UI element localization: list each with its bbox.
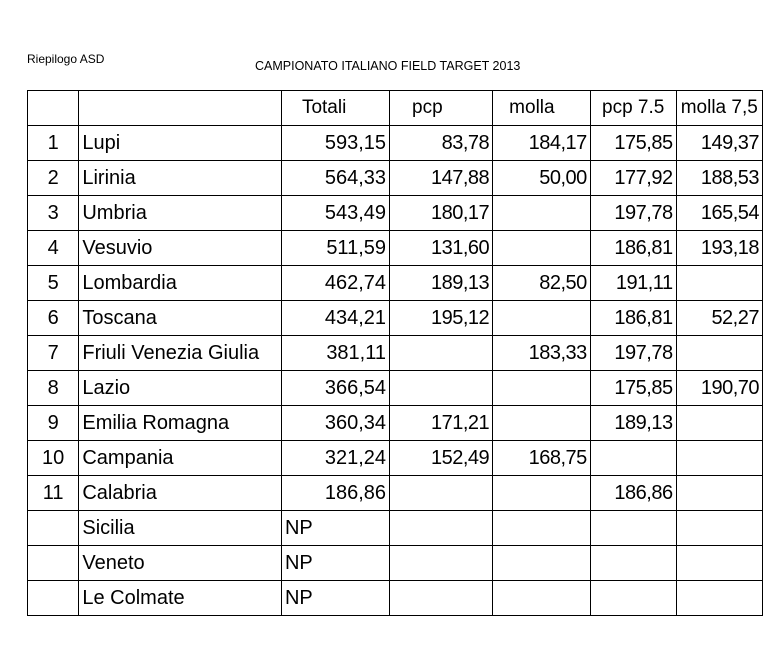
cell-pcp-7-5: 175,85 xyxy=(590,371,676,406)
cell-total: 186,86 xyxy=(281,476,389,511)
table-row xyxy=(28,476,763,511)
cell-pcp: 189,13 xyxy=(390,266,493,301)
table-row xyxy=(28,266,763,301)
cell-pcp-7-5: 191,11 xyxy=(590,266,676,301)
table-row xyxy=(28,581,763,616)
summary-label: Riepilogo ASD xyxy=(27,52,105,66)
cell-pcp: 180,17 xyxy=(390,196,493,231)
cell-total: 593,15 xyxy=(281,126,389,161)
cell-pcp-7-5: 177,92 xyxy=(590,161,676,196)
column-header-total: Totali xyxy=(281,91,389,126)
cell-rank: 7 xyxy=(28,336,79,371)
cell-pcp: 195,12 xyxy=(390,301,493,336)
cell-total: 434,21 xyxy=(281,301,389,336)
cell-molla-7-5 xyxy=(676,441,762,476)
cell-rank: 1 xyxy=(28,126,79,161)
cell-rank: 9 xyxy=(28,406,79,441)
cell-pcp xyxy=(390,511,493,546)
cell-total: 511,59 xyxy=(281,231,389,266)
cell-molla-7-5 xyxy=(676,266,762,301)
cell-molla xyxy=(493,476,591,511)
table-row xyxy=(28,336,763,371)
cell-team: Friuli Venezia Giulia xyxy=(79,336,282,371)
table-row xyxy=(28,231,763,266)
cell-molla-7-5 xyxy=(676,476,762,511)
cell-molla xyxy=(493,301,591,336)
cell-team: Campania xyxy=(79,441,282,476)
cell-total: 564,33 xyxy=(281,161,389,196)
cell-molla xyxy=(493,511,591,546)
cell-team: Lazio xyxy=(79,371,282,406)
cell-total: NP xyxy=(281,546,389,581)
cell-team: Lombardia xyxy=(79,266,282,301)
cell-molla xyxy=(493,371,591,406)
cell-team: Umbria xyxy=(79,196,282,231)
cell-rank xyxy=(28,511,79,546)
cell-rank: 3 xyxy=(28,196,79,231)
cell-team: Lirinia xyxy=(79,161,282,196)
cell-molla-7-5: 149,37 xyxy=(676,126,762,161)
cell-molla: 168,75 xyxy=(493,441,591,476)
cell-molla xyxy=(493,546,591,581)
table-row xyxy=(28,301,763,336)
cell-rank: 6 xyxy=(28,301,79,336)
cell-team: Sicilia xyxy=(79,511,282,546)
cell-rank: 11 xyxy=(28,476,79,511)
cell-pcp xyxy=(390,336,493,371)
cell-molla-7-5 xyxy=(676,581,762,616)
cell-molla-7-5: 52,27 xyxy=(676,301,762,336)
cell-pcp xyxy=(390,581,493,616)
column-header-molla-7-5: molla 7,5 xyxy=(676,91,762,126)
column-header-rank xyxy=(28,91,79,126)
table-row xyxy=(28,371,763,406)
table-row xyxy=(28,126,763,161)
cell-total: 366,54 xyxy=(281,371,389,406)
cell-total: NP xyxy=(281,511,389,546)
cell-pcp xyxy=(390,476,493,511)
column-header-team xyxy=(79,91,282,126)
cell-pcp-7-5: 189,13 xyxy=(590,406,676,441)
table-row xyxy=(28,441,763,476)
cell-molla-7-5 xyxy=(676,546,762,581)
cell-rank: 8 xyxy=(28,371,79,406)
cell-total: 381,11 xyxy=(281,336,389,371)
cell-rank xyxy=(28,581,79,616)
table-row xyxy=(28,406,763,441)
cell-team: Vesuvio xyxy=(79,231,282,266)
cell-rank: 10 xyxy=(28,441,79,476)
cell-molla-7-5: 188,53 xyxy=(676,161,762,196)
cell-pcp-7-5: 186,81 xyxy=(590,231,676,266)
table-row xyxy=(28,161,763,196)
column-header-pcp-7-5: pcp 7.5 xyxy=(590,91,676,126)
cell-molla xyxy=(493,406,591,441)
cell-pcp xyxy=(390,371,493,406)
cell-molla-7-5: 190,70 xyxy=(676,371,762,406)
cell-team: Toscana xyxy=(79,301,282,336)
cell-total: 462,74 xyxy=(281,266,389,301)
cell-molla xyxy=(493,581,591,616)
cell-rank: 4 xyxy=(28,231,79,266)
table-row xyxy=(28,196,763,231)
cell-molla: 82,50 xyxy=(493,266,591,301)
cell-molla-7-5: 193,18 xyxy=(676,231,762,266)
cell-pcp-7-5: 197,78 xyxy=(590,196,676,231)
cell-team: Le Colmate xyxy=(79,581,282,616)
cell-pcp: 83,78 xyxy=(390,126,493,161)
cell-molla: 183,33 xyxy=(493,336,591,371)
cell-rank: 2 xyxy=(28,161,79,196)
cell-molla: 184,17 xyxy=(493,126,591,161)
cell-rank: 5 xyxy=(28,266,79,301)
cell-pcp-7-5: 186,81 xyxy=(590,301,676,336)
column-header-pcp: pcp xyxy=(390,91,493,126)
cell-molla-7-5 xyxy=(676,511,762,546)
cell-total: 321,24 xyxy=(281,441,389,476)
cell-pcp-7-5 xyxy=(590,581,676,616)
cell-pcp-7-5 xyxy=(590,546,676,581)
cell-molla-7-5: 165,54 xyxy=(676,196,762,231)
cell-pcp: 171,21 xyxy=(390,406,493,441)
cell-pcp-7-5: 175,85 xyxy=(590,126,676,161)
cell-molla xyxy=(493,196,591,231)
cell-team: Veneto xyxy=(79,546,282,581)
cell-pcp: 152,49 xyxy=(390,441,493,476)
cell-team: Emilia Romagna xyxy=(79,406,282,441)
cell-molla-7-5 xyxy=(676,406,762,441)
cell-pcp xyxy=(390,546,493,581)
cell-pcp-7-5: 186,86 xyxy=(590,476,676,511)
table-row xyxy=(28,511,763,546)
championship-title: CAMPIONATO ITALIANO FIELD TARGET 2013 xyxy=(255,59,521,73)
table-header-row xyxy=(28,91,763,126)
cell-pcp: 131,60 xyxy=(390,231,493,266)
cell-pcp-7-5 xyxy=(590,441,676,476)
cell-total: NP xyxy=(281,581,389,616)
cell-total: 543,49 xyxy=(281,196,389,231)
cell-team: Lupi xyxy=(79,126,282,161)
cell-pcp-7-5 xyxy=(590,511,676,546)
standings-table xyxy=(27,90,763,616)
column-header-molla: molla xyxy=(493,91,591,126)
cell-pcp: 147,88 xyxy=(390,161,493,196)
cell-molla: 50,00 xyxy=(493,161,591,196)
cell-molla xyxy=(493,231,591,266)
cell-molla-7-5 xyxy=(676,336,762,371)
table-row xyxy=(28,546,763,581)
cell-team: Calabria xyxy=(79,476,282,511)
cell-total: 360,34 xyxy=(281,406,389,441)
cell-pcp-7-5: 197,78 xyxy=(590,336,676,371)
cell-rank xyxy=(28,546,79,581)
